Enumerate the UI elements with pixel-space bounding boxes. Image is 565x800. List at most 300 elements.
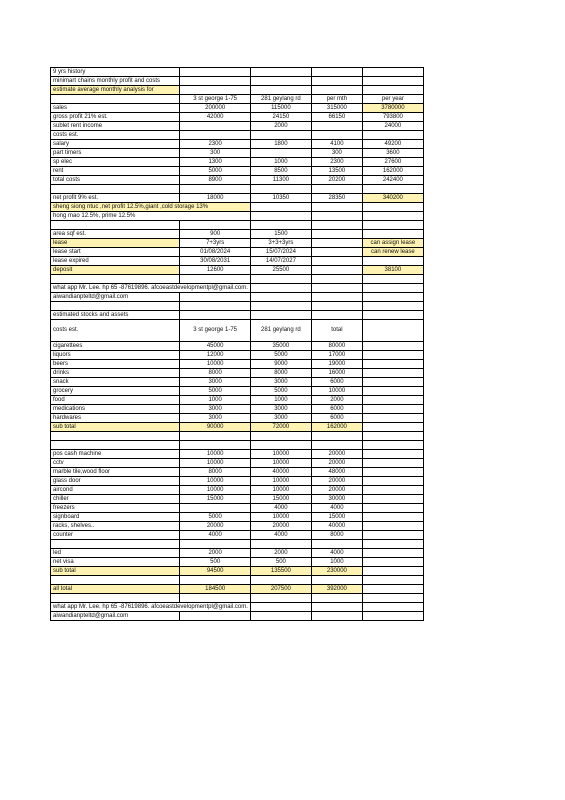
table-cell[interactable]: 1500 (250, 230, 311, 239)
table-cell[interactable]: 281 geylang rd (250, 320, 311, 342)
table-cell[interactable]: beers (51, 360, 180, 369)
table-cell[interactable] (250, 441, 311, 450)
table-cell[interactable] (362, 311, 423, 320)
table-cell[interactable] (362, 432, 423, 441)
table-cell[interactable]: 2000 (250, 122, 311, 131)
table-cell[interactable]: 11300 (250, 176, 311, 185)
table-row (51, 396, 424, 405)
table-cell[interactable] (362, 203, 423, 212)
table-cell[interactable]: 4000 (311, 504, 362, 513)
table-cell[interactable]: 35000 (250, 342, 311, 351)
table-cell[interactable] (362, 257, 423, 266)
table-cell[interactable]: 72000 (250, 423, 311, 432)
table-cell[interactable]: 1000 (250, 158, 311, 167)
table-cell[interactable] (362, 378, 423, 387)
table-cell[interactable]: 8900 (180, 176, 250, 185)
table-cell[interactable]: 3600 (362, 149, 423, 158)
table-cell[interactable] (362, 441, 423, 450)
table-cell[interactable]: 500 (180, 558, 250, 567)
table-cell[interactable] (311, 248, 362, 257)
table-cell[interactable]: 15000 (180, 495, 250, 504)
table-cell[interactable] (311, 122, 362, 131)
table-cell[interactable] (250, 594, 311, 603)
table-cell[interactable] (51, 275, 180, 284)
table-cell[interactable]: food (51, 396, 180, 405)
table-cell[interactable] (180, 68, 250, 77)
table-cell[interactable] (311, 311, 362, 320)
table-cell[interactable] (362, 468, 423, 477)
table-cell[interactable]: 6000 (311, 414, 362, 423)
table-cell[interactable]: glass door (51, 477, 180, 486)
table-cell[interactable]: lease start (51, 248, 180, 257)
table-cell[interactable] (311, 576, 362, 585)
table-cell[interactable]: 18000 (180, 194, 250, 203)
table-cell[interactable]: estimate average monthly analysis for (51, 86, 180, 95)
table-cell[interactable]: 49200 (362, 140, 423, 149)
table-cell[interactable] (362, 86, 423, 95)
table-cell[interactable] (362, 212, 423, 221)
table-cell[interactable] (250, 203, 311, 212)
table-cell[interactable] (250, 540, 311, 549)
table-cell[interactable]: 20000 (311, 459, 362, 468)
table-cell[interactable]: 793800 (362, 113, 423, 122)
table-cell[interactable] (362, 369, 423, 378)
table-cell[interactable] (180, 576, 250, 585)
table-cell[interactable]: costs est. (51, 131, 180, 140)
table-cell[interactable] (311, 275, 362, 284)
table-cell[interactable]: 6000 (311, 378, 362, 387)
table-cell[interactable]: 10000 (180, 459, 250, 468)
table-cell[interactable] (180, 275, 250, 284)
table-cell[interactable]: 16000 (311, 369, 362, 378)
table-cell[interactable]: 2300 (311, 158, 362, 167)
table-cell[interactable]: 135500 (250, 567, 311, 576)
table-cell[interactable] (362, 513, 423, 522)
table-cell[interactable]: can assign lease (362, 239, 423, 248)
table-cell[interactable]: 10000 (180, 486, 250, 495)
table-cell[interactable]: 66150 (311, 113, 362, 122)
table-cell[interactable]: 1300 (180, 158, 250, 167)
table-cell[interactable]: 8000 (250, 369, 311, 378)
table-cell[interactable]: 19000 (311, 360, 362, 369)
table-cell[interactable]: medications (51, 405, 180, 414)
table-cell[interactable] (51, 302, 180, 311)
table-cell[interactable]: 12600 (180, 266, 250, 275)
table-cell[interactable] (311, 612, 362, 621)
table-cell[interactable]: aiwandianpteltd@gmail.com (51, 612, 180, 621)
table-cell[interactable]: 115000 (250, 104, 311, 113)
table-cell[interactable] (362, 585, 423, 594)
table-cell[interactable] (311, 77, 362, 86)
table-cell[interactable] (180, 185, 250, 194)
table-cell[interactable] (250, 185, 311, 194)
table-cell[interactable]: 392000 (311, 585, 362, 594)
table-cell[interactable]: sp elec (51, 158, 180, 167)
table-cell[interactable]: 6000 (311, 405, 362, 414)
table-cell[interactable] (362, 221, 423, 230)
table-cell[interactable] (362, 360, 423, 369)
table-cell[interactable] (180, 594, 250, 603)
table-cell[interactable] (311, 68, 362, 77)
table-cell[interactable] (362, 567, 423, 576)
table-cell[interactable] (311, 302, 362, 311)
table-cell[interactable]: 10000 (250, 450, 311, 459)
table-cell[interactable]: 3000 (250, 378, 311, 387)
table-cell[interactable]: 15000 (311, 513, 362, 522)
table-cell[interactable] (311, 603, 362, 612)
table-cell[interactable]: estimated stocks and assets (51, 311, 180, 320)
table-cell[interactable] (180, 504, 250, 513)
table-cell[interactable]: 42000 (180, 113, 250, 122)
table-cell[interactable]: 10000 (311, 387, 362, 396)
table-cell[interactable] (311, 594, 362, 603)
table-cell[interactable] (250, 77, 311, 86)
table-cell[interactable]: 281 geylang rd (250, 95, 311, 104)
table-cell[interactable] (51, 441, 180, 450)
table-cell[interactable] (180, 221, 250, 230)
table-cell[interactable] (51, 576, 180, 585)
table-cell[interactable] (362, 68, 423, 77)
table-cell[interactable] (362, 284, 423, 293)
table-cell[interactable]: 3 st george 1-75 (180, 95, 250, 104)
table-cell[interactable] (250, 275, 311, 284)
table-cell[interactable]: 5000 (180, 513, 250, 522)
table-cell[interactable] (362, 293, 423, 302)
table-cell[interactable] (362, 558, 423, 567)
table-cell[interactable]: 300 (180, 149, 250, 158)
table-cell[interactable] (362, 576, 423, 585)
table-cell[interactable]: total costs (51, 176, 180, 185)
table-cell[interactable] (362, 423, 423, 432)
table-cell[interactable]: 10000 (250, 486, 311, 495)
table-cell[interactable]: 13500 (311, 167, 362, 176)
table-cell[interactable] (180, 302, 250, 311)
table-cell[interactable]: 20000 (311, 477, 362, 486)
table-cell[interactable]: hong mao 12.5%, prime 12.5% (51, 212, 251, 221)
table-cell[interactable]: gross profit 21% est. (51, 113, 180, 122)
table-cell[interactable]: 94500 (180, 567, 250, 576)
table-cell[interactable]: 27600 (362, 158, 423, 167)
table-cell[interactable]: 5000 (250, 387, 311, 396)
table-cell[interactable]: counter (51, 531, 180, 540)
table-cell[interactable]: 20000 (180, 522, 250, 531)
table-cell[interactable] (250, 149, 311, 158)
table-cell[interactable]: area sqf est. (51, 230, 180, 239)
table-cell[interactable] (180, 311, 250, 320)
table-cell[interactable]: net profit 9% est. (51, 194, 180, 203)
table-cell[interactable] (362, 320, 423, 342)
table-cell[interactable]: 4000 (250, 531, 311, 540)
table-cell[interactable] (250, 221, 311, 230)
table-cell[interactable] (180, 86, 250, 95)
table-cell[interactable]: 3000 (180, 378, 250, 387)
table-cell[interactable] (250, 576, 311, 585)
table-cell[interactable]: 7+3yrs (180, 239, 250, 248)
table-cell[interactable]: 8000 (311, 531, 362, 540)
table-cell[interactable]: 45000 (180, 342, 250, 351)
table-cell[interactable]: 2000 (311, 396, 362, 405)
table-cell[interactable] (362, 603, 423, 612)
table-cell[interactable] (362, 414, 423, 423)
table-cell[interactable]: per year (362, 95, 423, 104)
table-cell[interactable] (250, 432, 311, 441)
table-cell[interactable] (362, 405, 423, 414)
table-row (51, 531, 424, 540)
table-cell[interactable]: cctv (51, 459, 180, 468)
table-cell[interactable]: 15/07/2024 (250, 248, 311, 257)
table-cell[interactable] (362, 540, 423, 549)
table-cell[interactable]: 1000 (180, 396, 250, 405)
table-cell[interactable] (311, 266, 362, 275)
table-cell[interactable] (180, 612, 250, 621)
table-cell[interactable] (180, 441, 250, 450)
table-cell[interactable]: costs est. (51, 320, 180, 342)
table-cell[interactable]: 01/08/2024 (180, 248, 250, 257)
table-cell[interactable]: 15000 (250, 495, 311, 504)
table-cell[interactable]: net visa (51, 558, 180, 567)
table-cell[interactable] (311, 257, 362, 266)
table-cell[interactable]: 2000 (180, 549, 250, 558)
table-cell[interactable]: part timers (51, 149, 180, 158)
table-cell[interactable]: 40000 (250, 468, 311, 477)
table-cell[interactable]: 12000 (180, 351, 250, 360)
table-cell[interactable] (362, 342, 423, 351)
table-cell[interactable] (311, 239, 362, 248)
table-cell[interactable] (362, 450, 423, 459)
table-cell[interactable] (362, 459, 423, 468)
table-cell[interactable]: 315000 (311, 104, 362, 113)
table-cell[interactable]: 20200 (311, 176, 362, 185)
table-cell[interactable]: 340200 (362, 194, 423, 203)
table-cell[interactable] (51, 185, 180, 194)
table-cell[interactable]: 200000 (180, 104, 250, 113)
table-cell[interactable] (311, 441, 362, 450)
table-cell[interactable]: 9 yrs history (51, 68, 180, 77)
table-cell[interactable]: 184500 (180, 585, 250, 594)
table-cell[interactable] (51, 95, 180, 104)
table-cell[interactable]: 30000 (311, 495, 362, 504)
table-cell[interactable]: 3 st george 1-75 (180, 320, 250, 342)
table-cell[interactable] (362, 495, 423, 504)
table-cell[interactable] (311, 284, 362, 293)
table-cell[interactable] (250, 131, 311, 140)
table-cell[interactable] (362, 612, 423, 621)
table-cell[interactable] (362, 522, 423, 531)
table-cell[interactable] (362, 302, 423, 311)
table-cell[interactable]: 3780000 (362, 104, 423, 113)
table-cell[interactable]: sheng siong ntuc ,net profit 12.5%,giant ,cold storage 13% (51, 203, 251, 212)
table-cell[interactable]: 8000 (180, 369, 250, 378)
table-cell[interactable] (180, 77, 250, 86)
table-cell[interactable]: liquors (51, 351, 180, 360)
table-cell[interactable]: sub total (51, 423, 180, 432)
table-cell[interactable]: drinks (51, 369, 180, 378)
table-cell[interactable]: 300 (311, 149, 362, 158)
table-cell[interactable] (180, 122, 250, 131)
table-cell[interactable]: 40000 (311, 522, 362, 531)
table-cell[interactable]: rent (51, 167, 180, 176)
table-cell[interactable]: total (311, 320, 362, 342)
table-cell[interactable]: signboard (51, 513, 180, 522)
table-cell[interactable]: all total (51, 585, 180, 594)
table-cell[interactable]: 5000 (180, 167, 250, 176)
table-cell[interactable]: marble tile,wood floor (51, 468, 180, 477)
table-cell[interactable]: 30/08/2031 (180, 257, 250, 266)
table-cell[interactable] (250, 284, 311, 293)
table-cell[interactable]: cigarettees (51, 342, 180, 351)
table-cell[interactable]: 24000 (362, 122, 423, 131)
table-cell[interactable] (362, 230, 423, 239)
table-cell[interactable] (362, 486, 423, 495)
table-cell[interactable] (180, 131, 250, 140)
table-cell[interactable]: 90000 (180, 423, 250, 432)
table-cell[interactable]: 10000 (250, 477, 311, 486)
table-cell[interactable] (250, 603, 311, 612)
table-cell[interactable]: 20000 (250, 522, 311, 531)
table-cell[interactable]: 38100 (362, 266, 423, 275)
table-cell[interactable]: 3000 (180, 405, 250, 414)
table-cell[interactable] (311, 230, 362, 239)
table-cell[interactable] (362, 549, 423, 558)
table-cell[interactable]: grocery (51, 387, 180, 396)
table-cell[interactable]: 230000 (311, 567, 362, 576)
table-cell[interactable]: 1000 (311, 558, 362, 567)
table-cell[interactable] (362, 351, 423, 360)
table-cell[interactable]: 2000 (250, 549, 311, 558)
table-cell[interactable]: 10350 (250, 194, 311, 203)
table-cell[interactable]: 10000 (180, 477, 250, 486)
table-cell[interactable]: freezers (51, 504, 180, 513)
table-cell[interactable]: 10000 (250, 513, 311, 522)
table-cell[interactable]: 24150 (250, 113, 311, 122)
table-cell[interactable]: what app Mr. Lee. hp 65 -87619896. afcoeastdevelopmentpl@gmail.com. (51, 603, 251, 612)
table-cell[interactable]: 4100 (311, 140, 362, 149)
table-cell[interactable]: 4000 (250, 504, 311, 513)
table-cell[interactable]: 3000 (180, 414, 250, 423)
table-cell[interactable]: led (51, 549, 180, 558)
table-cell[interactable]: 14/07/2027 (250, 257, 311, 266)
table-cell[interactable]: 3000 (250, 405, 311, 414)
table-cell[interactable]: 500 (250, 558, 311, 567)
table-cell[interactable] (311, 221, 362, 230)
table-cell[interactable] (51, 432, 180, 441)
table-cell[interactable] (51, 221, 180, 230)
table-cell[interactable]: 9000 (250, 360, 311, 369)
table-cell[interactable]: lease (51, 239, 180, 248)
table-row (51, 495, 424, 504)
table-cell[interactable]: can renew lease (362, 248, 423, 257)
table-cell[interactable]: 10000 (180, 450, 250, 459)
table-cell[interactable]: 25500 (250, 266, 311, 275)
table-cell[interactable] (250, 212, 311, 221)
table-cell[interactable]: snack (51, 378, 180, 387)
table-cell[interactable] (362, 477, 423, 486)
table-cell[interactable]: 242400 (362, 176, 423, 185)
table-cell[interactable] (250, 86, 311, 95)
table-cell[interactable] (51, 540, 180, 549)
table-cell[interactable]: 5000 (250, 351, 311, 360)
table-cell[interactable]: 1000 (250, 396, 311, 405)
table-cell[interactable]: sales (51, 104, 180, 113)
table-cell[interactable] (362, 504, 423, 513)
table-cell[interactable]: 4000 (180, 531, 250, 540)
table-cell[interactable] (362, 275, 423, 284)
table-cell[interactable] (362, 531, 423, 540)
table-cell[interactable]: what app Mr. Lee. hp 65 -87619896. afcoeastdevelopmentpl@gmail.com. (51, 284, 251, 293)
table-cell[interactable] (250, 302, 311, 311)
table-cell[interactable]: 2300 (180, 140, 250, 149)
table-cell[interactable] (250, 612, 311, 621)
table-cell[interactable]: 28350 (311, 194, 362, 203)
table-cell[interactable]: lease expired (51, 257, 180, 266)
table-cell[interactable]: 10000 (250, 459, 311, 468)
table-cell[interactable]: per mth (311, 95, 362, 104)
table-cell[interactable]: 207500 (250, 585, 311, 594)
table-row (51, 302, 424, 311)
table-cell[interactable] (311, 540, 362, 549)
table-cell[interactable] (311, 212, 362, 221)
table-cell[interactable] (180, 432, 250, 441)
table-cell[interactable]: sub total (51, 567, 180, 576)
table-cell[interactable]: chiller (51, 495, 180, 504)
table-cell[interactable] (311, 86, 362, 95)
table-cell[interactable] (250, 68, 311, 77)
table-cell[interactable] (311, 293, 362, 302)
table-cell[interactable] (250, 311, 311, 320)
table-cell[interactable]: 3000 (250, 414, 311, 423)
table-cell[interactable]: 5000 (180, 387, 250, 396)
table-cell[interactable]: 3+3+3yrs (250, 239, 311, 248)
table-cell[interactable]: 48000 (311, 468, 362, 477)
table-cell[interactable] (362, 185, 423, 194)
table-cell[interactable] (362, 396, 423, 405)
table-cell[interactable]: hardwares (51, 414, 180, 423)
table-cell[interactable]: 20000 (311, 450, 362, 459)
table-cell[interactable]: 900 (180, 230, 250, 239)
table-cell[interactable] (51, 594, 180, 603)
table-cell[interactable] (311, 203, 362, 212)
table-cell[interactable] (362, 387, 423, 396)
table-cell[interactable] (311, 131, 362, 140)
table-cell[interactable]: 162000 (311, 423, 362, 432)
table-cell[interactable]: salary (51, 140, 180, 149)
table-cell[interactable] (180, 293, 250, 302)
table-cell[interactable] (250, 293, 311, 302)
table-cell[interactable]: 10000 (180, 360, 250, 369)
table-cell[interactable]: minimart chains monthly profit and costs (51, 77, 180, 86)
table-cell[interactable] (311, 185, 362, 194)
table-cell[interactable]: 17000 (311, 351, 362, 360)
table-cell[interactable]: 1800 (250, 140, 311, 149)
table-cell[interactable]: racks, shelves.. (51, 522, 180, 531)
table-cell[interactable]: aiwandianpteltd@gmail.com (51, 293, 180, 302)
table-cell[interactable]: aircond (51, 486, 180, 495)
table-cell[interactable]: 20000 (311, 486, 362, 495)
table-cell[interactable] (180, 540, 250, 549)
table-cell[interactable]: 8000 (180, 468, 250, 477)
table-cell[interactable] (362, 594, 423, 603)
table-cell[interactable] (362, 131, 423, 140)
table-cell[interactable]: 8500 (250, 167, 311, 176)
table-cell[interactable]: sublet rent income (51, 122, 180, 131)
table-cell[interactable] (311, 432, 362, 441)
table-cell[interactable]: pos cash machine (51, 450, 180, 459)
table-cell[interactable]: deposit (51, 266, 180, 275)
table-cell[interactable]: 4000 (311, 549, 362, 558)
table-cell[interactable]: 162000 (362, 167, 423, 176)
table-cell[interactable]: 80000 (311, 342, 362, 351)
table-cell[interactable] (362, 77, 423, 86)
